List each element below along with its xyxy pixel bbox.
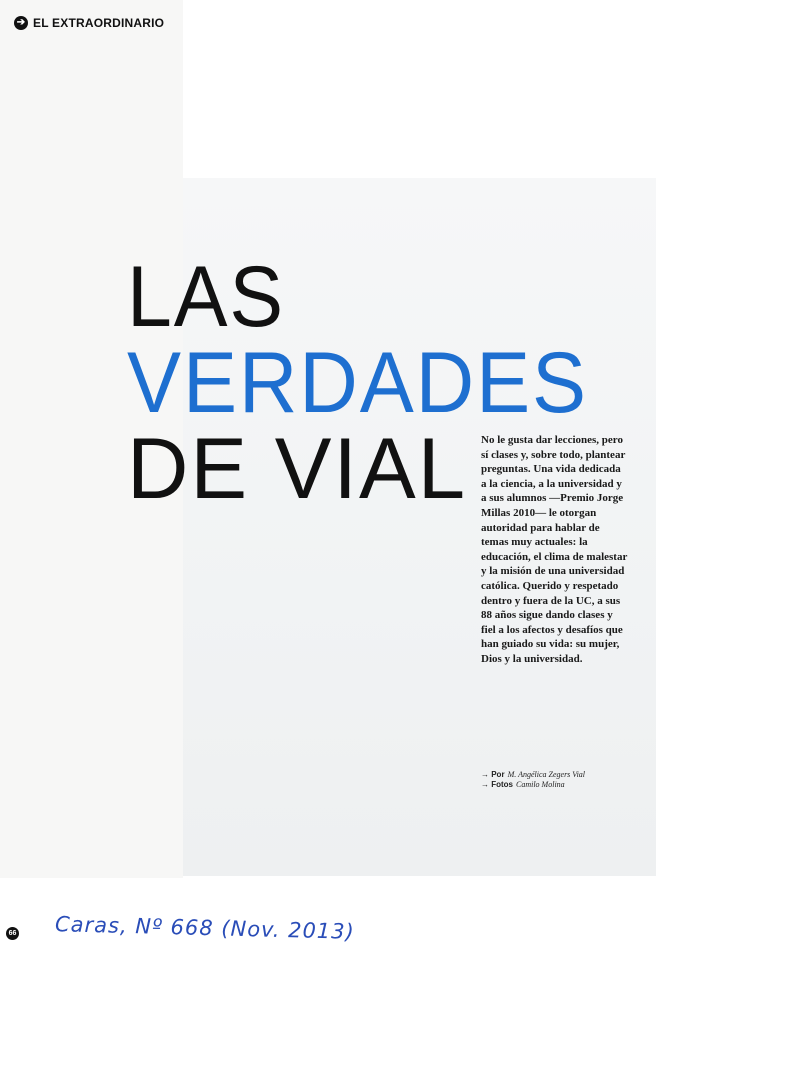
title-line-3: DE VIAL xyxy=(127,421,467,517)
author-label: → Por xyxy=(481,770,505,779)
arrow-right-circle-icon: ➔ xyxy=(14,16,28,30)
author-credit xyxy=(481,770,585,780)
photo-credit xyxy=(481,780,585,790)
section-label: EL EXTRAORDINARIO xyxy=(33,16,165,30)
title-line-1: LAS xyxy=(127,249,285,345)
title-line-2: VERDADES xyxy=(127,335,588,431)
page-number: 66 xyxy=(6,927,19,940)
photo-name: Camilo Molina xyxy=(516,780,565,789)
photo-label: → Fotos xyxy=(481,780,513,789)
section-tag xyxy=(14,16,164,30)
lede-paragraph: No le gusta dar lecciones, pero sí clases y, sobre todo, plantear preguntas. Una vida dedicada a la ciencia, a la universidad y a sus alumnos —Premio Jorge Millas 2010— le otorgan autoridad para hablar de temas muy actuales: la educación, el clima de malestar y la misión de una universidad católica. Querido y respetado dentro y fuera de la UC, a sus 88 años sigue dando clases y fiel a los afectos y desafíos que han guiado su vida: su mujer, Dios y la universidad. xyxy=(481,434,628,665)
credits xyxy=(481,770,585,790)
handwritten-note: Caras, Nº 668 (Nov. 2013) xyxy=(54,912,356,944)
author-name: M. Angélica Zegers Vial xyxy=(507,770,586,779)
